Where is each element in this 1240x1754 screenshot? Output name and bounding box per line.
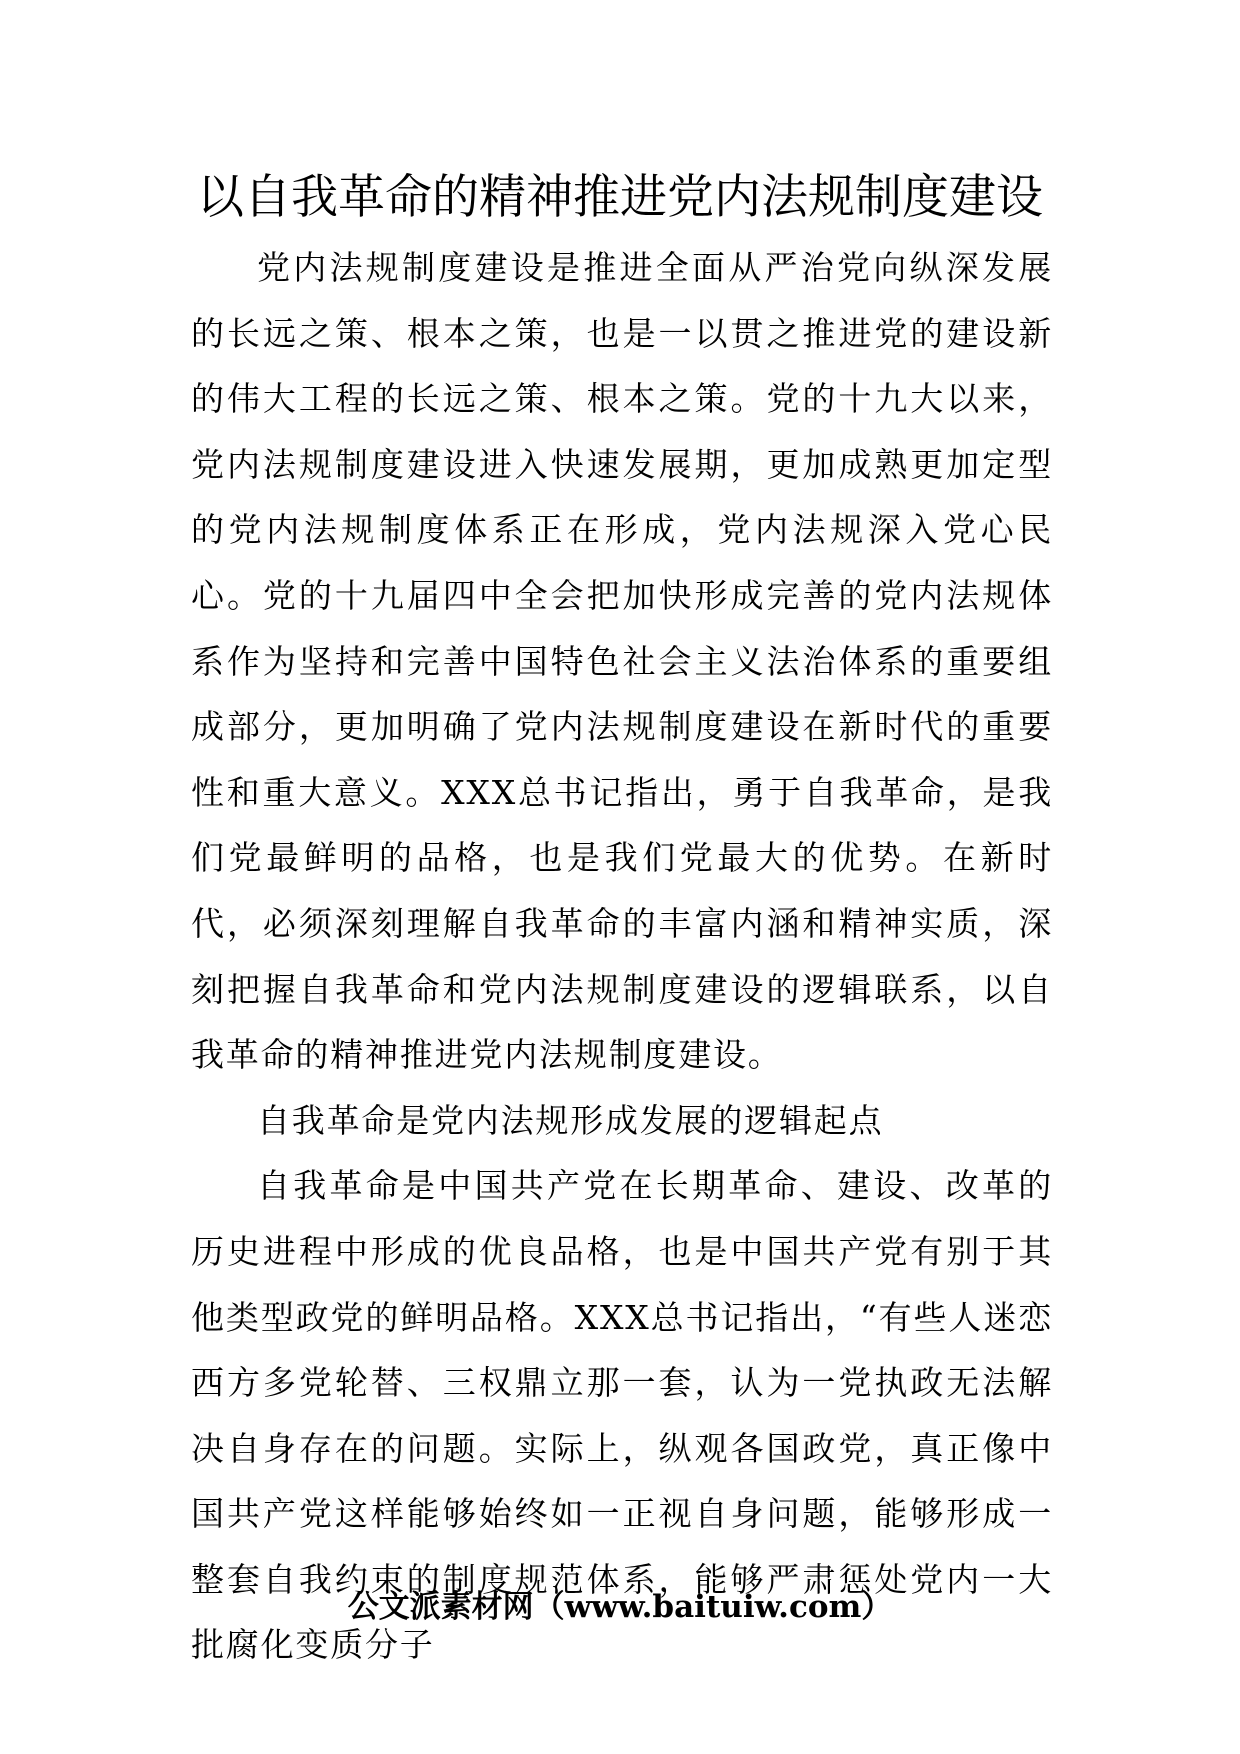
- document-body: [191, 235, 1053, 1678]
- source-footer: 公文派素材网（www.baituiw.com）: [347, 1589, 893, 1625]
- document-title: 以自我革命的精神推进党内法规制度建设: [197, 170, 1043, 225]
- section-heading: 自我革命是党内法规形成发展的逻辑起点: [257, 1100, 884, 1140]
- paragraph-section-1: 自我革命是中国共产党在长期革命、建设、改革的历史进程中形成的优良品格，也是中国共产党有别于其他类型政党的鲜明品格。XXX总书记指出，“有些人迷恋西方多党轮替、三权鼎立那一套，认为一党执政无法解决自身存在的问题。实际上，纵观各国政党，真正像中国共产党这样能够始终如一正视自身问题，能够形成一整套自我约束的制度规范体系，能够严肃惩处党内一大批腐化变质分子: [191, 1166, 1053, 1665]
- paragraph-intro: 党内法规制度建设是推进全面从严治党向纵深发展的长远之策、根本之策，也是一以贯之推进党的建设新的伟大工程的长远之策、根本之策。党的十九大以来，党内法规制度建设进入快速发展期，更加成熟更加定型的党内法规制度体系正在形成，党内法规深入党心民心。党的十九届四中全会把加快形成完善的党内法规体系作为坚持和完善中国特色社会主义法治体系的重要组成部分，更加明确了党内法规制度建设在新时代的重要性和重大意义。XXX总书记指出，勇于自我革命，是我们党最鲜明的品格，也是我们党最大的优势。在新时代，必须深刻理解自我革命的丰富内涵和精神实质，深刻把握自我革命和党内法规制度建设的逻辑联系，以自我革命的精神推进党内法规制度建设。: [191, 248, 1053, 1075]
